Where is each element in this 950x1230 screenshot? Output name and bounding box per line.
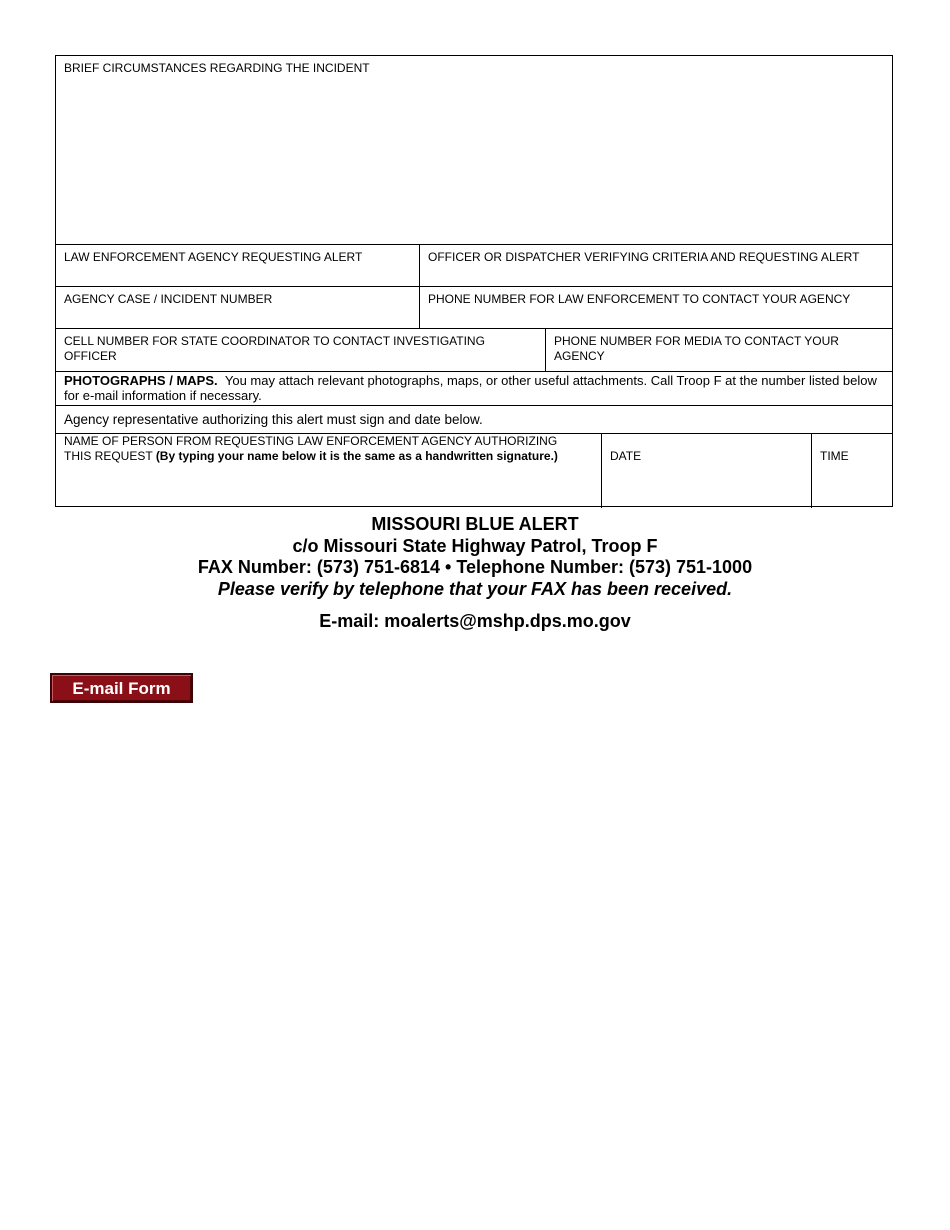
contact-title: MISSOURI BLUE ALERT bbox=[371, 514, 579, 534]
agency-phone-label: PHONE NUMBER FOR LAW ENFORCEMENT TO CONTACT YOUR AGENCY bbox=[428, 292, 851, 306]
date-label: DATE bbox=[610, 449, 642, 463]
alert-form bbox=[55, 55, 893, 507]
authorizing-name-field[interactable] bbox=[56, 434, 601, 508]
requesting-agency-field[interactable] bbox=[56, 245, 419, 286]
authorizing-name-label-line2: THIS REQUEST bbox=[64, 449, 153, 463]
case-number-label: AGENCY CASE / INCIDENT NUMBER bbox=[64, 292, 273, 306]
signature-disclaimer: (By typing your name below it is the same as a handwritten signature.) bbox=[155, 449, 558, 463]
media-phone-label: PHONE NUMBER FOR MEDIA TO CONTACT YOUR AGENCY bbox=[554, 334, 839, 363]
authorization-row bbox=[56, 405, 892, 433]
case-row bbox=[56, 286, 892, 328]
coordinator-cell-label: CELL NUMBER FOR STATE COORDINATOR TO CONTACT INVESTIGATING OFFICER bbox=[64, 334, 485, 363]
contact-care-of: c/o Missouri State Highway Patrol, Troop F bbox=[292, 535, 658, 556]
time-field[interactable] bbox=[811, 434, 894, 508]
authorization-note: Agency representative authorizing this alert must sign and date below. bbox=[64, 412, 483, 427]
photos-instructions: You may attach relevant photographs, maps, or other useful attachments. Call Troop F at the number listed below for e-mail information if necessary. bbox=[64, 373, 877, 403]
brief-circumstances-field[interactable] bbox=[56, 56, 892, 244]
case-number-field[interactable] bbox=[56, 287, 419, 328]
verifying-officer-field[interactable] bbox=[419, 245, 894, 286]
photos-row bbox=[56, 371, 892, 405]
agency-row bbox=[56, 244, 892, 286]
brief-circumstances-row bbox=[56, 56, 892, 244]
contact-email: E-mail: moalerts@mshp.dps.mo.gov bbox=[319, 611, 631, 631]
date-field[interactable] bbox=[601, 434, 811, 508]
cell-row bbox=[56, 328, 892, 371]
verifying-officer-label: OFFICER OR DISPATCHER VERIFYING CRITERIA AND REQUESTING ALERT bbox=[428, 250, 860, 264]
photos-note bbox=[56, 372, 892, 405]
signature-row bbox=[56, 433, 892, 508]
photos-heading: PHOTOGRAPHS / MAPS. bbox=[64, 373, 218, 388]
contact-block bbox=[0, 514, 950, 633]
agency-phone-field[interactable] bbox=[419, 287, 894, 328]
email-form-button[interactable]: E-mail Form bbox=[50, 673, 193, 703]
requesting-agency-label: LAW ENFORCEMENT AGENCY REQUESTING ALERT bbox=[64, 250, 363, 264]
contact-fax-phone: FAX Number: (573) 751-6814 • Telephone Number: (573) 751-1000 bbox=[197, 557, 753, 577]
media-phone-field[interactable] bbox=[545, 329, 894, 371]
time-label: TIME bbox=[820, 449, 849, 463]
authorizing-name-label-line1: NAME OF PERSON FROM REQUESTING LAW ENFORCEMENT AGENCY AUTHORIZING bbox=[64, 434, 558, 448]
contact-verify-note: Please verify by telephone that your FAX has been received. bbox=[217, 578, 733, 599]
brief-circumstances-label: BRIEF CIRCUMSTANCES REGARDING THE INCIDENT bbox=[64, 61, 370, 75]
coordinator-cell-field[interactable] bbox=[56, 329, 545, 371]
